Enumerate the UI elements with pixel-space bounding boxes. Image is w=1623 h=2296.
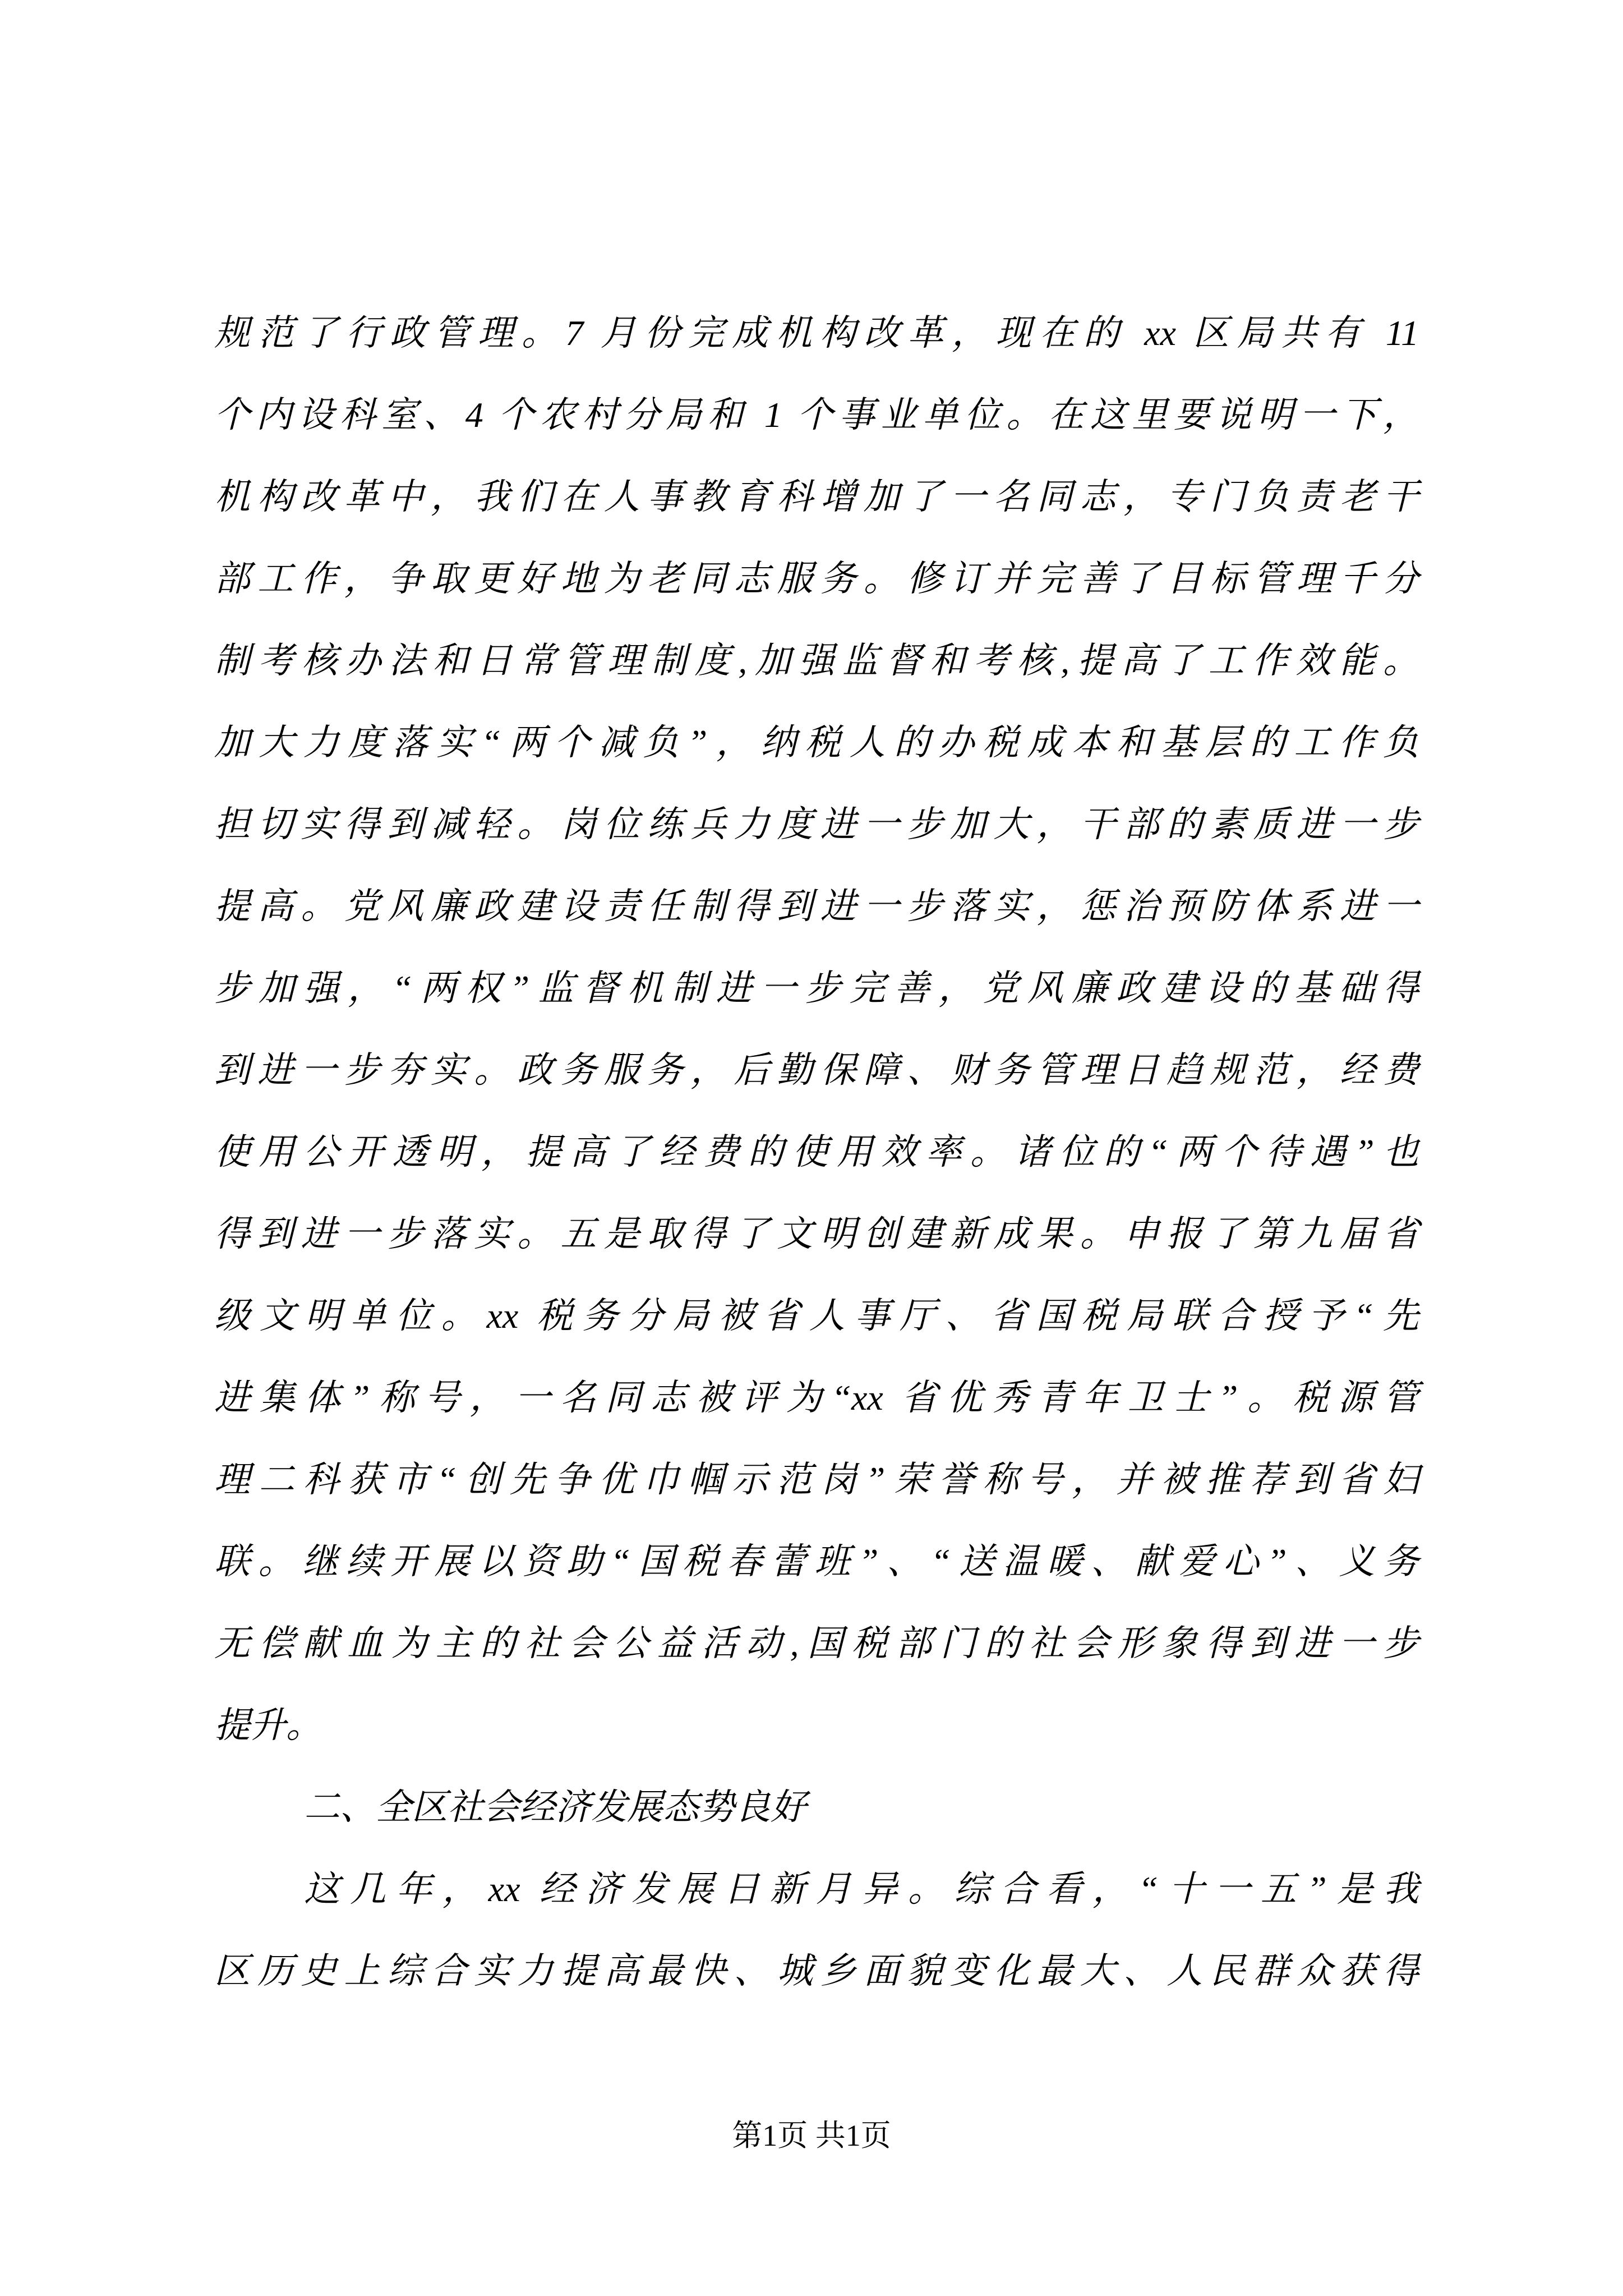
paragraph-end-line: 提升。 — [214, 1705, 322, 1745]
text-line: 区历史上综合实力提高最快、城乡面貌变化最大、人民群众获得 — [214, 1951, 1419, 1991]
document-body — [214, 292, 1419, 2012]
text-line: 得到进一步落实。五是取得了文明创建新成果。申报了第九届省 — [214, 1214, 1419, 1254]
text-line: 理二科获市“创先争优巾帼示范岗”荣誉称号，并被推荐到省妇 — [214, 1460, 1419, 1499]
page-footer: 第1页 共1页 — [732, 2119, 891, 2152]
text-line: 制考核办法和日常管理制度,加强监督和考核,提高了工作效能。 — [214, 641, 1419, 680]
text-line: 级文明单位。xx 税务分局被省人事厅、省国税局联合授予“先 — [214, 1296, 1419, 1336]
text-line: 无偿献血为主的社会公益活动,国税部门的社会形象得到进一步 — [214, 1623, 1419, 1663]
text-line: 担切实得到减轻。岗位练兵力度进一步加大，干部的素质进一步 — [214, 804, 1419, 844]
text-line: 到进一步夯实。政务服务，后勤保障、财务管理日趋规范，经费 — [214, 1050, 1419, 1090]
text-line: 规范了行政管理。7 月份完成机构改革，现在的 xx 区局共有 11 — [214, 313, 1419, 353]
text-line: 进集体”称号，一名同志被评为“xx 省优秀青年卫士”。税源管 — [214, 1378, 1419, 1418]
text-line: 这几年，xx 经济发展日新月异。综合看，“十一五”是我 — [304, 1869, 1419, 1909]
text-line: 部工作，争取更好地为老同志服务。修订并完善了目标管理千分 — [214, 559, 1419, 599]
text-line: 步加强，“两权”监督机制进一步完善，党风廉政建设的基础得 — [214, 968, 1419, 1008]
text-line: 联。继续开展以资助“国税春蕾班”、“送温暖、献爱心”、义务 — [214, 1542, 1419, 1581]
text-line: 加大力度落实“两个减负”，纳税人的办税成本和基层的工作负 — [214, 723, 1419, 762]
section-heading: 二、全区社会经济发展态势良好 — [304, 1787, 806, 1827]
text-line: 机构改革中，我们在人事教育科增加了一名同志，专门负责老干 — [214, 477, 1419, 517]
text-line: 提高。党风廉政建设责任制得到进一步落实，惩治预防体系进一 — [214, 886, 1419, 926]
text-line: 个内设科室、4 个农村分局和 1 个事业单位。在这里要说明一下， — [214, 395, 1419, 435]
text-line: 使用公开透明，提高了经费的使用效率。诸位的“两个待遇”也 — [214, 1132, 1419, 1172]
